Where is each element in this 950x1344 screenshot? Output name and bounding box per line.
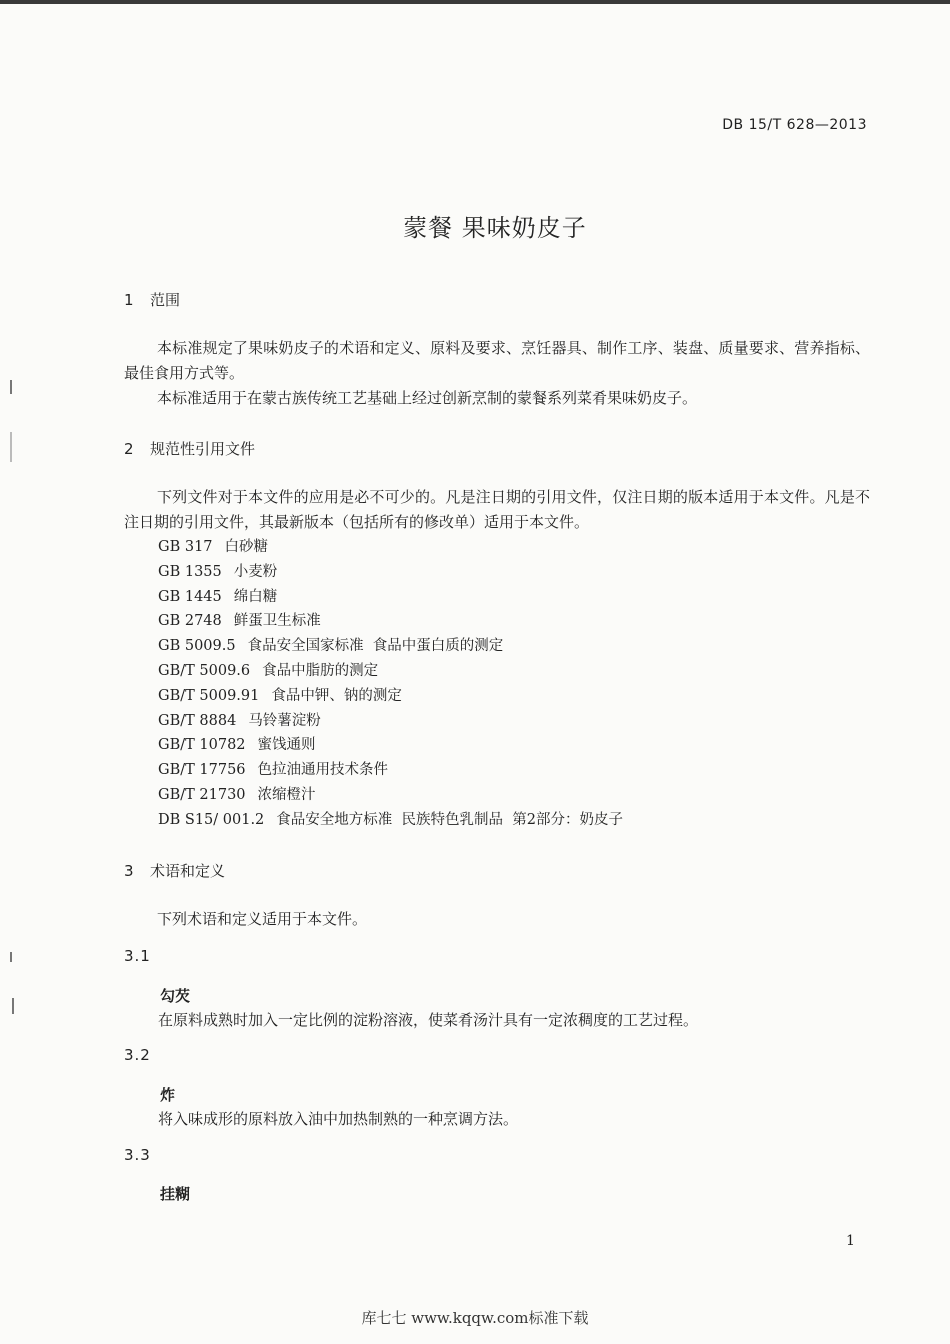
reference-code: GB/T 10782: [158, 737, 246, 754]
reference-title: 绵白糖: [233, 588, 278, 605]
paragraph: 本标准规定了果味奶皮子的术语和定义、原料及要求、烹饪器具、制作工序、装盘、质量要求、营养指标、最佳食用方式等。: [124, 339, 870, 382]
reference-title: 马铃薯淀粉: [248, 712, 321, 729]
reference-item: [158, 758, 623, 783]
paragraph: 下列术语和定义适用于本文件。: [157, 910, 368, 928]
page-number: 1: [846, 1233, 855, 1249]
reference-title: 食品中钾、钠的测定: [271, 687, 402, 704]
scan-margin-mark: [12, 998, 14, 1014]
section-number: 3: [124, 862, 134, 880]
reference-item: [158, 684, 623, 709]
paragraph: 下列文件对于本文件的应用是必不可少的。凡是注日期的引用文件，仅注日期的版本适用于本文件。凡是不注日期的引用文件，其最新版本（包括所有的修改单）适用于本文件。: [124, 488, 870, 531]
term-name: 勾芡: [160, 987, 191, 1005]
reference-item: [158, 783, 623, 808]
section-number: 2: [124, 440, 134, 458]
reference-item: [158, 634, 623, 659]
footer-watermark: 库七七 www.kqqw.com标准下载: [361, 1309, 589, 1327]
section-3-heading: [124, 860, 225, 881]
reference-item: [158, 709, 623, 734]
term-definition: 将入味成形的原料放入油中加热制熟的一种烹调方法。: [158, 1110, 519, 1128]
reference-title: 鲜蛋卫生标准: [233, 613, 321, 630]
reference-item: [158, 733, 623, 758]
section-1-body: [124, 336, 870, 411]
reference-code: DB S15/ 001.2: [158, 811, 265, 828]
reference-item: [158, 560, 623, 585]
reference-item: [158, 585, 623, 610]
scan-margin-mark: [10, 952, 12, 962]
section-title: 范围: [150, 291, 181, 309]
scan-margin-mark: [10, 432, 12, 462]
section-2-body: [124, 485, 870, 535]
reference-code: GB/T 21730: [158, 786, 246, 803]
term-number: 3.3: [124, 1146, 151, 1164]
reference-code: GB 1355: [158, 563, 222, 580]
reference-title: 食品安全地方标准 民族特色乳制品 第2部分：奶皮子: [276, 811, 623, 828]
term-name: 挂糊: [160, 1185, 191, 1203]
reference-title: 食品安全国家标准 食品中蛋白质的测定: [247, 638, 504, 655]
term-number: 3.2: [124, 1046, 151, 1064]
reference-code: GB 317: [158, 539, 213, 555]
document-title: 蒙餐 果味奶皮子: [403, 214, 587, 242]
section-2-heading: [124, 438, 255, 459]
reference-item: [158, 535, 623, 560]
reference-title: 蜜饯通则: [257, 737, 316, 754]
term-name: 炸: [160, 1086, 176, 1104]
scan-margin-mark: [10, 380, 12, 394]
reference-item: [158, 659, 623, 684]
term-number: 3.1: [124, 947, 151, 965]
reference-title: 食品中脂肪的测定: [262, 662, 379, 679]
reference-title: 浓缩橙汁: [257, 786, 316, 803]
section-number: 1: [124, 291, 134, 309]
reference-code: GB/T 8884: [158, 712, 237, 729]
reference-code: GB/T 5009.6: [158, 662, 251, 679]
reference-title: 色拉油通用技术条件: [257, 762, 389, 779]
reference-code: GB 1445: [158, 588, 222, 605]
reference-code: GB/T 17756: [158, 762, 246, 779]
reference-code: GB/T 5009.91: [158, 687, 260, 704]
reference-item: [158, 609, 623, 634]
section-title: 术语和定义: [150, 862, 226, 880]
scan-top-border: [0, 0, 950, 4]
section-1-heading: [124, 289, 180, 310]
reference-list: [158, 535, 623, 833]
reference-code: GB 2748: [158, 613, 222, 630]
reference-title: 白砂糖: [224, 539, 269, 555]
section-3-body: [124, 907, 870, 932]
reference-item: [158, 808, 623, 833]
standard-code: DB 15/T 628—2013: [722, 117, 867, 133]
reference-title: 小麦粉: [233, 563, 278, 580]
paragraph: 本标准适用于在蒙古族传统工艺基础上经过创新烹制的蒙餐系列菜肴果味奶皮子。: [157, 389, 698, 407]
reference-code: GB 5009.5: [158, 638, 236, 655]
section-title: 规范性引用文件: [150, 440, 256, 458]
term-definition: 在原料成熟时加入一定比例的淀粉溶液，使菜肴汤汁具有一定浓稠度的工艺过程。: [158, 1011, 699, 1029]
